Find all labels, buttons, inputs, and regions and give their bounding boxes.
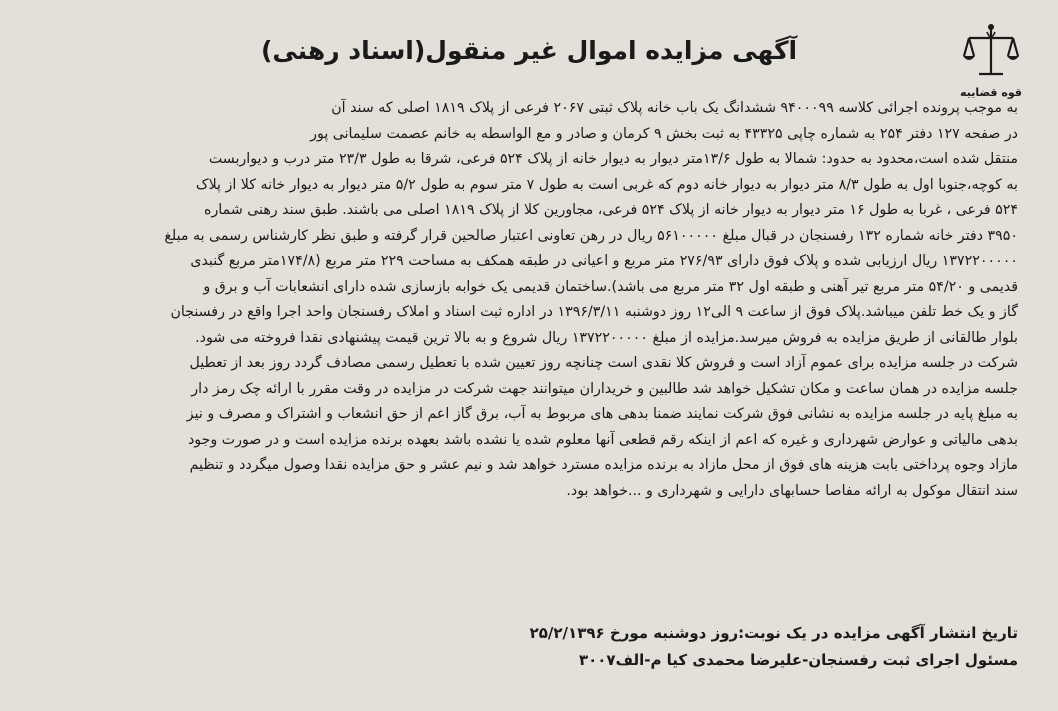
scales-of-justice-icon [961,22,1021,84]
body-line: گاز و یک خط تلفن میباشد.پلاک فوق از ساعت ۹ الی۱۲ روز دوشنبه ۱۳۹۶/۳/۱۱ در اداره ثبت اسناد و املاک رفسنجان واحد اجرا واقع در رفسنجان [170,304,1018,320]
notice-body [40,96,1018,504]
body-line: ۳۹۵۰ دفتر خانه شماره ۱۳۲ رفسنجان در قبال مبلغ ۵۶۱۰۰۰۰۰ ریال در رهن تعاونی اعتبار صالحین قرار گرفته و طبق نظر کارشناس رسمی به مبلغ [164,227,1018,244]
notice-title: آگهی مزایده اموال غیر منقول(اسناد رهنی) [260,36,798,65]
notice-footer [40,620,1018,674]
body-line: شرکت در جلسه مزایده برای عموم آزاد است و فروش کلا نقدی است چنانچه روز تعیین شده با تعطیل رسمی مصادف گردد روز بعد از تعطیل [189,355,1018,371]
body-line: به کوچه،جنوبا اول به طول ۸/۳ متر دیوار به دیوار خانه دوم که غربی است به طول ۷ متر سوم به طول ۵/۲ متر دیوار به دیوار خانه کلا از پلاک [195,176,1018,193]
body-line: جلسه مزایده در همان ساعت و مکان تشکیل خواهد شد طالبین و خریداران میتوانند جهت شرکت در مزایده در وقت مقرر با ارائه چک رمز دار [191,380,1018,397]
body-line: منتقل شده است،محدود به حدود: شمالا به طول ۱۳/۶متر دیوار به دیوار خانه از پلاک ۵۲۴ فرعی، شرقا به طول ۲۳/۳ متر درب و دیواربست [208,151,1018,167]
signatory: مسئول اجرای ثبت رفسنجان-علیرضا محمدی کیا م-الف۳۰۰۷ [578,651,1018,669]
body-line: ۱۳۷۲۲۰۰۰۰۰ ریال ارزیابی شده و پلاک فوق دارای ۲۷۶/۹۳ متر مربع و اعیانی در طبقه همکف به مساحت ۲۲۹ متر مربع (۱۷۴/۸متر مربع گنبدی [190,253,1018,269]
body-line: به موجب پرونده اجرائی کلاسه ۹۴۰۰۰۹۹ ششدانگ یک باب خانه پلاک ثبتی ۲۰۶۷ فرعی از پلاک ۱۸۱۹ اصلی که سند آن [331,100,1018,116]
body-line: سند انتقال موکول به ارائه مفاصا حسابهای دارایی و شهرداری و ...خواهد بود. [566,482,1018,499]
body-line: بدهی مالیاتی و عوارض شهرداری و غیره که اعم از اینکه رقم قطعی آنها معلوم شده یا نشده باشد بعهده برنده مزایده است و در صورت وجود [187,431,1018,448]
body-line: به مبلغ پایه در جلسه مزایده به نشانی فوق شرکت نمایند ضمنا بدهی های مربوط به آب، برق گاز اعم از حق انشعاب و اشتراک و مصرف و نیز [186,406,1018,422]
body-line: بلوار طالقانی از طریق مزایده به فروش میرسد.مزایده از مبلغ ۱۳۷۲۲۰۰۰۰۰ ریال شروع و به بالا ترین قیمت پیشنهادی نقدا فروخته می شود. [195,329,1018,346]
publication-date: تاریخ انتشار آگهی مزایده در یک نوبت:روز دوشنبه مورخ ۲۵/۲/۱۳۹۶ [529,624,1018,642]
body-line: در صفحه ۱۲۷ دفتر ۲۵۴ به شماره چاپی ۴۳۳۲۵ به ثبت بخش ۹ کرمان و صادر و مع الواسطه به خانم عصمت سلیمانی پور [310,125,1018,142]
body-line: ۵۲۴ فرعی ، غربا به طول ۱۶ متر دیوار به دیوار خانه از پلاک ۵۲۴ فرعی، مجاورین کلا از پلاک ۱۸۱۹ اصلی می باشند. طبق سند رهنی شماره [204,202,1018,218]
body-line: قدیمی و ۵۴/۲۰ متر مربع تیر آهنی و طبقه اول ۳۲ متر مربع می باشد).ساختمان قدیمی یک خوابه بازسازی شده دارای انشعابات آب و برق و [203,278,1018,295]
body-line: مازاد وجوه پرداختی بابت هزینه های فوق از محل مازاد به برنده مزایده مسترد خواهد شد و نیم عشر و حق مزایده نقدا وصول میگردد و تنظیم [189,457,1018,473]
emblem-caption: قوه قضاییه [960,86,1022,99]
